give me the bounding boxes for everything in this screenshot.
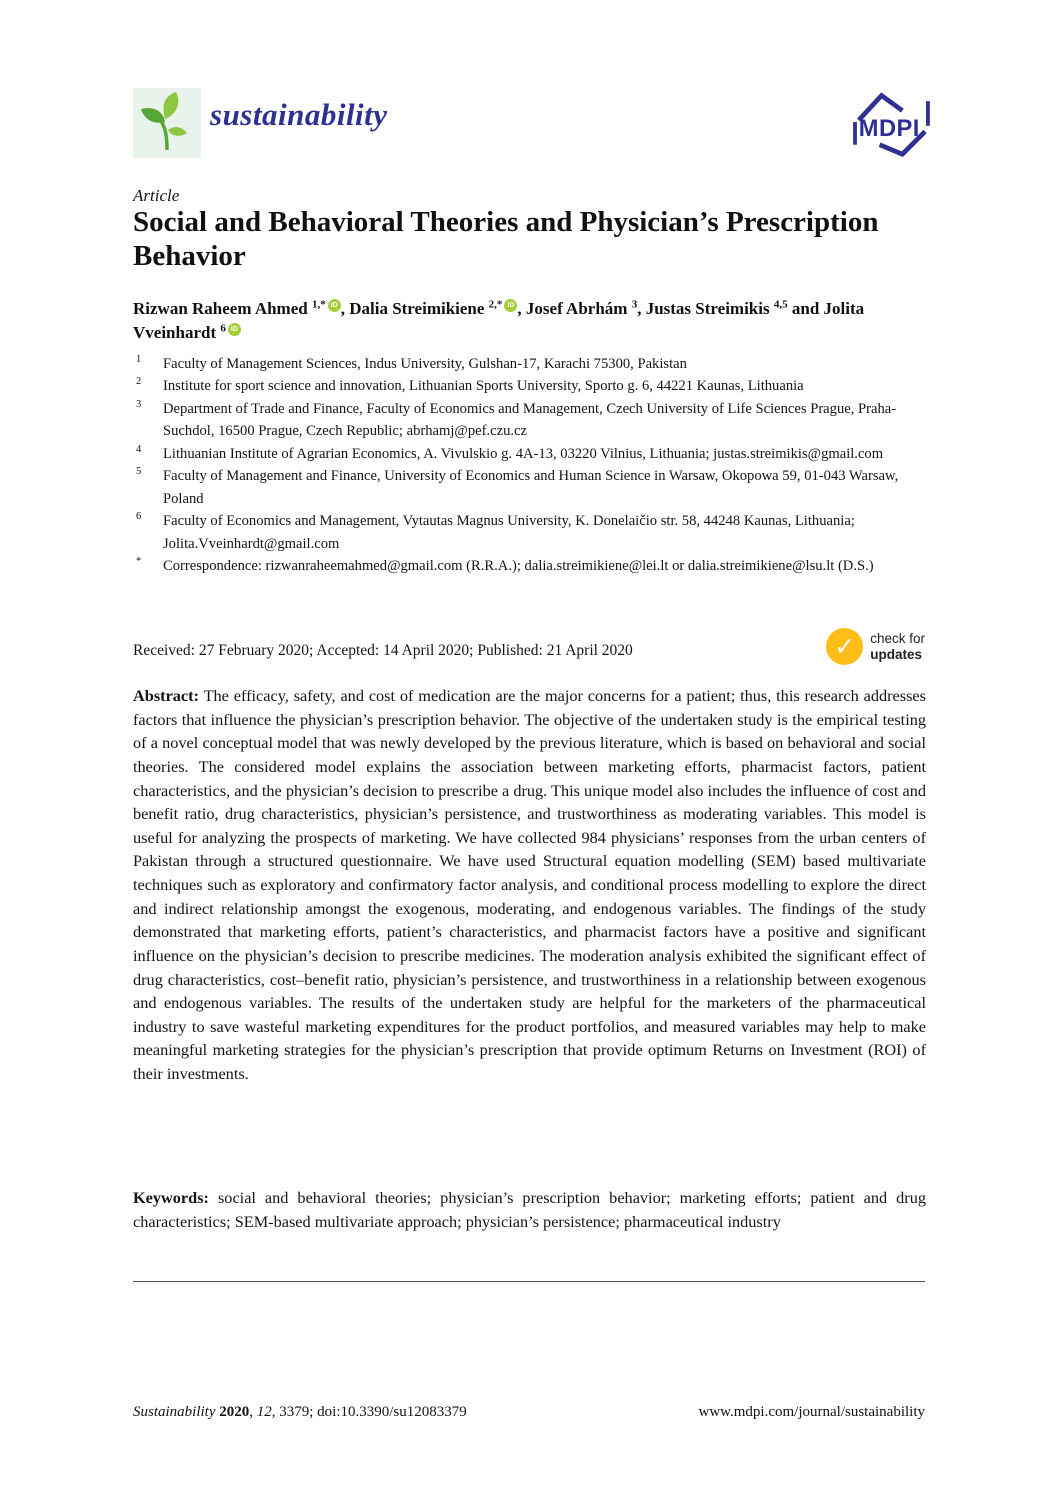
citation-journal: Sustainability — [133, 1404, 216, 1420]
affiliation-item — [133, 465, 933, 510]
affiliation-marker: 1 — [136, 354, 142, 365]
abstract-text: The efficacy, safety, and cost of medication are the major concerns for a patient; thus, this research addresses factors that influence the physician’s prescription behavior. The objective of the undertaken study is the empirical testing of a novel conceptual model that was newly developed by the previous literature, which is based on behavioral and social theories. The considered model explains the association between marketing efforts, pharmacist factors, patient characteristics, and the physician’s decision to prescribe a drug. This unique model also includes the influence of cost and benefit ratio, drug characteristics, physician’s persistence, and trustworthiness as moderating variables. This model is useful for analyzing the prospects of marketing. We have collected 984 physicians’ responses from the urban centers of Pakistan through a structured questionnaire. We have used Structural equation modelling (SEM) based multivariate techniques such as exploratory and confirmatory factor analysis, and conditional process modelling to explore the direct and indirect relationship amongst the exogenous, moderating, and endogenous variables. The findings of the study demonstrated that marketing efforts, patient’s characteristics, and pharmacist factors have a positive and significant influence on the physician’s decision to prescribe medicines. The moderation analysis exhibited the significant effect of drug characteristics, cost–benefit ratio, physician’s persistence, and trustworthiness in a relationship between exogenous and endogenous variables. The results of the undertaken study are helpful for the marketers of the pharmaceutical industry to save wasteful marketing expenditures for the product portfolios, and measured variables may help to make meaningful marketing strategies for the physician’s prescription that provide optimum Returns on Investment (ROI) of their investments. — [133, 686, 926, 1083]
checkmark-icon: ✓ — [826, 628, 863, 665]
affiliation-marker: * — [136, 556, 142, 568]
abstract-label: Abstract: — [133, 686, 200, 705]
author-name: Josef Abrhám — [525, 299, 632, 318]
citation-doi: , 3379; doi:10.3390/su12083379 — [271, 1404, 467, 1420]
citation-line: Sustainability 2020, 12, 3379; doi:10.3390/su12083379 — [133, 1404, 467, 1420]
affiliation-marker: 4 — [136, 443, 142, 455]
affiliation-marker: 3 — [136, 398, 142, 410]
affiliation-item — [133, 375, 933, 397]
keywords-label: Keywords: — [133, 1188, 209, 1207]
check-for-updates-label: check for updates — [870, 630, 925, 662]
affiliation-marker: 5 — [136, 466, 142, 478]
affiliation-text: Lithuanian Institute of Agrarian Economics, A. Vivulskio g. 4A-13, 03220 Vilnius, Lithuania; justas.streimikis@gmail.com — [163, 445, 884, 462]
abstract — [133, 684, 926, 1086]
author-affiliation-sup: 1,* — [311, 298, 326, 311]
history-dates: Received: 27 February 2020; Accepted: 14 April 2020; Published: 21 April 2020 — [133, 642, 633, 659]
affiliation-list — [133, 353, 933, 578]
affiliation-text: Faculty of Management and Finance, University of Economics and Human Science in Warsaw, Okopowa 59, 01-043 Warsaw, Poland — [163, 468, 899, 507]
affiliation-text: Correspondence: rizwanraheemahmed@gmail.com (R.R.A.); dalia.streimikiene@lei.lt or dalia.streimikiene@lsu.lt (D.S.) — [163, 558, 874, 575]
check-for-updates-badge[interactable] — [826, 628, 925, 665]
citation-volume: 12 — [256, 1404, 272, 1420]
orcid-icon[interactable]: iD — [228, 323, 241, 336]
journal-url[interactable]: www.mdpi.com/journal/sustainability — [698, 1404, 925, 1420]
affiliation-marker: 2 — [136, 376, 142, 388]
affiliation-text: Faculty of Economics and Management, Vytautas Magnus University, K. Donelaičio str. 58, 44248 Kaunas, Lithuania; Jolita.Vveinhardt@gmail.com — [163, 513, 855, 552]
affiliation-text: Department of Trade and Finance, Faculty of Economics and Management, Czech University of Life Sciences Prague, Praha-Suchdol, 16500 Prague, Czech Republic; abrhamj@pef.czu.cz — [163, 400, 897, 440]
author-affiliation-sup: 6 — [220, 322, 226, 335]
affiliation-item — [133, 443, 933, 465]
citation-year: 2020 — [219, 1404, 250, 1420]
svg-text:MDPI: MDPI — [858, 116, 920, 143]
mdpi-logo[interactable] — [845, 86, 937, 158]
orcid-icon[interactable]: iD — [504, 299, 517, 312]
author-affiliation-sup: 2,* — [488, 298, 503, 311]
article-type-label: Article — [133, 186, 180, 205]
plant-sprout-icon — [133, 88, 201, 158]
affiliation-item — [133, 398, 933, 443]
keywords-text: social and behavioral theories; physician’s prescription behavior; marketing efforts; patient and drug characteristics; SEM-based multivariate approach; physician’s persistence; pharmaceutical industry — [133, 1188, 927, 1231]
affiliation-item — [133, 555, 933, 577]
author-affiliation-sup: 3 — [631, 298, 638, 311]
affiliation-item — [133, 353, 933, 375]
orcid-icon[interactable]: iD — [328, 299, 341, 312]
mdpi-hexagon-icon — [845, 86, 937, 158]
author-name: Rizwan Raheem Ahmed — [133, 299, 312, 318]
article-title: Social and Behavioral Theories and Physician’s Prescription Behavior — [133, 206, 879, 272]
section-divider — [133, 1281, 925, 1282]
sustainability-journal-logo[interactable] — [133, 88, 201, 158]
author-name: Justas Streimikis — [645, 299, 774, 318]
author-name: Dalia Streimikiene — [349, 299, 489, 318]
journal-name: sustainability — [210, 97, 388, 132]
publication-history — [133, 630, 925, 662]
affiliation-marker: 6 — [136, 511, 142, 523]
author-name: Jolita Vveinhardt — [133, 299, 865, 342]
author-list: Rizwan Raheem Ahmed $^{1,*}$ iD , Dalia Streimikiene $^{2,*}$ iD , Josef Abrhám $^3$, Justas Streimikis $^{4,5}$ and Jolita Vveinhardt $^6$ iD — [133, 298, 865, 342]
affiliation-item — [133, 510, 933, 555]
affiliation-text: Faculty of Management Sciences, Indus University, Gulshan-17, Karachi 75300, Pakistan — [163, 356, 687, 372]
author-affiliation-sup: 4,5 — [773, 298, 788, 311]
affiliation-text: Institute for sport science and innovation, Lithuanian Sports University, Sporto g. 6, 44221 Kaunas, Lithuania — [163, 378, 804, 395]
keywords — [133, 1186, 926, 1233]
